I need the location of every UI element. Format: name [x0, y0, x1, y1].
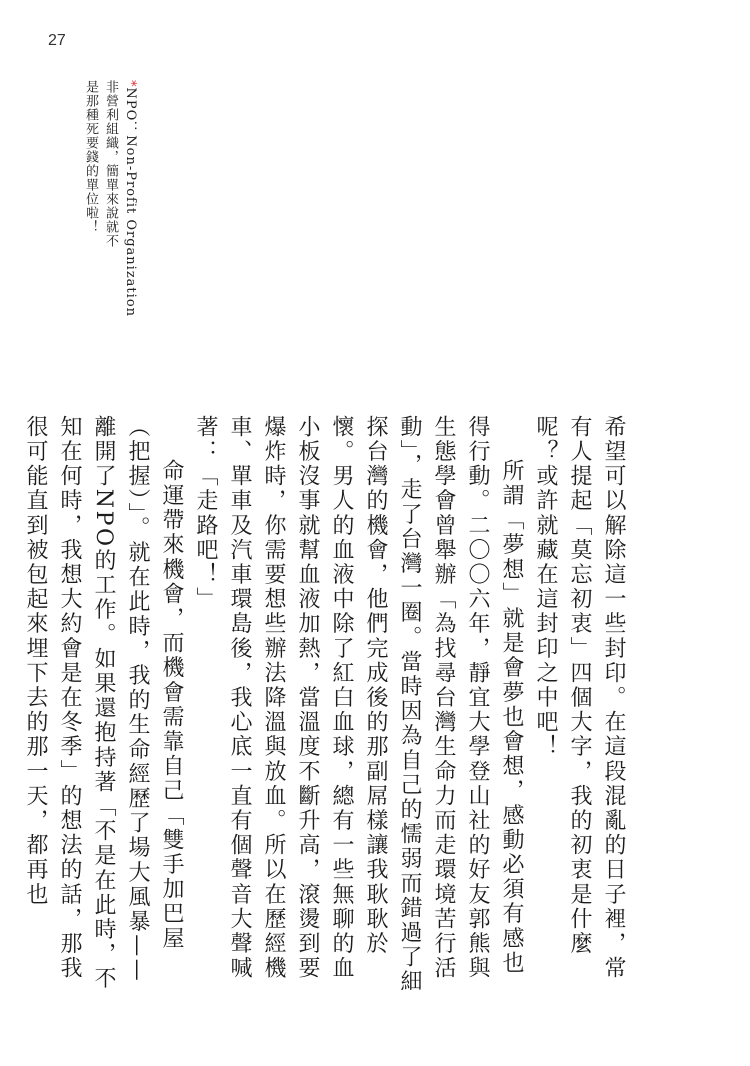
- footnote-marker: *: [123, 80, 138, 88]
- footnote-line: 非營利組織，簡單來說就不: [103, 80, 118, 248]
- page-number: 27: [48, 32, 66, 49]
- footnote-line: *NPO：Non-Profit Organization: [123, 80, 138, 318]
- footnote-line: 是那種死要錢的單位啦！: [83, 80, 98, 234]
- body-text: [23, 415, 630, 995]
- paragraph: 命運帶來機會，而機會需靠自己「雙手加巴屋（把握）」。就在此時，我的生命經歷了場大風暴——離開了NPO的工作。如果還抱持著「不是在此時，不知在何時，我想大約會是在冬季」的想法的話，那我很可能直到被包起來埋下去的那一天，都再也: [23, 415, 184, 992]
- paragraph: 希望可以解除這一些封印。在這段混亂的日子裡，常有人提起「莫忘初衷」四個大字，我的初衷是什麼呢？或許就藏在這封印之中吧！: [533, 415, 626, 981]
- footnote: [70, 80, 140, 320]
- paragraph: 所謂「夢想」就是會夢也會想，感動必須有感也得行動。二〇〇六年，靜宜大學登山社的好友郭熊與生態學會曾舉辦「為找尋台灣生命力而走環境苦行活動」，走了台灣一圈。當時因為自己的懦弱而錯過了細探台灣的機會，他們完成後的那副屌樣讓我耿耿於懷。男人的血液中除了紅白血球，總有一些無聊的血小板沒事就幫血液加熱，當溫度不斷升高，滾燙到要爆炸時，你需要想些辦法降溫與放血。所以在歷經機車、單車及汽車環島後，我心底一直有個聲音大聲喊著：「走路吧！」: [193, 415, 524, 995]
